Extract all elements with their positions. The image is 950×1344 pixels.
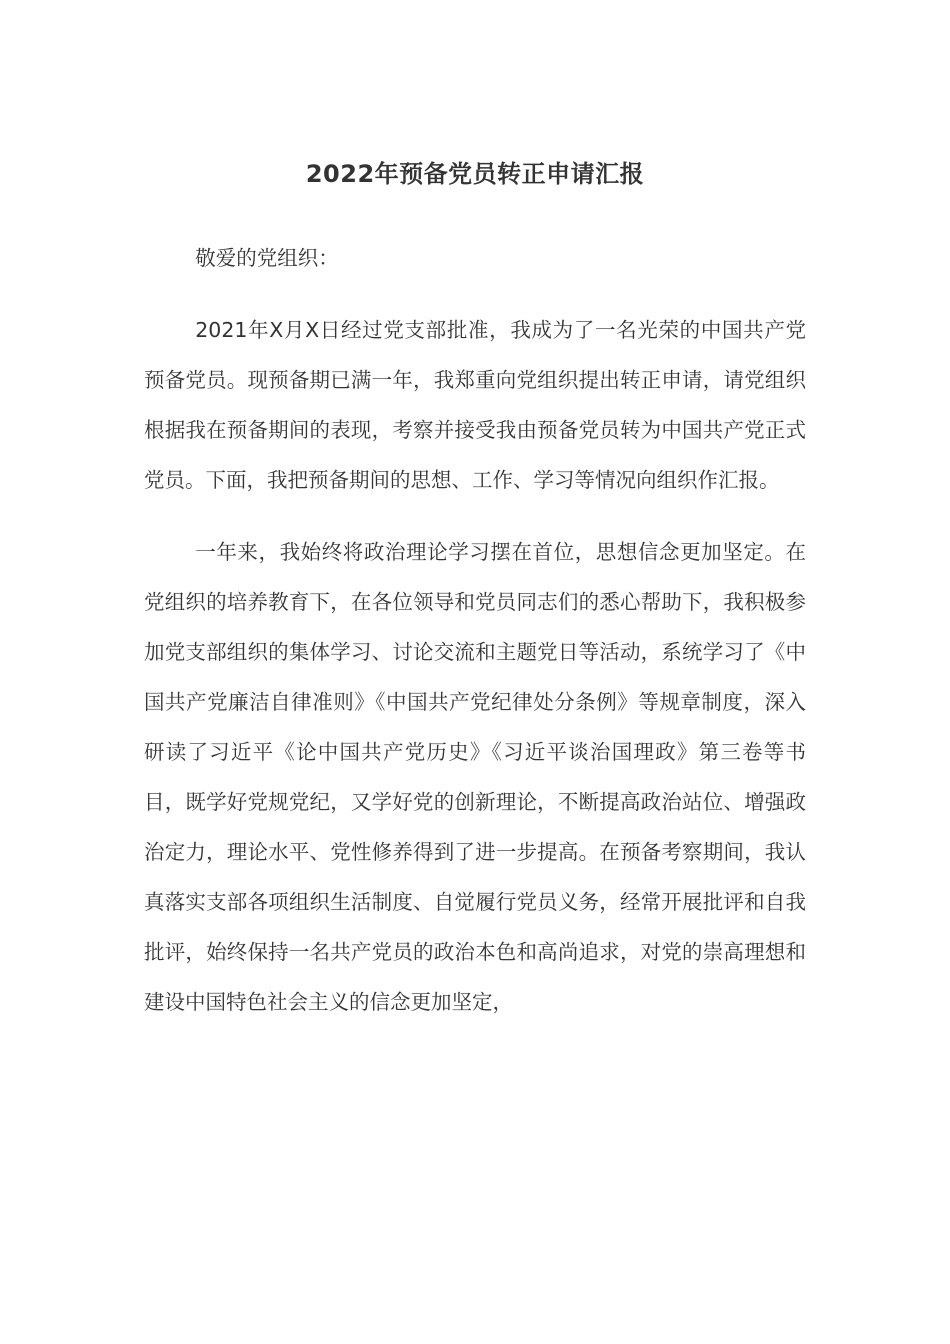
paragraph-application: 2021年X月X日经过党支部批准，我成为了一名光荣的中国共产党预备党员。现预备期已满一年，我郑重向党组织提出转正申请，请党组织根据我在预备期间的表现，考察并接受我由预备党员转为中国共产党正式党员。下面，我把预备期间的思想、工作、学习等情况向组织作汇报。 xyxy=(144,318,806,492)
paragraph-theory-study: 一年来，我始终将政治理论学习摆在首位，思想信念更加坚定。在党组织的培养教育下，在各位领导和党员同志们的悉心帮助下，我积极参加党支部组织的集体学习、讨论交流和主题党日等活动，系统学习了《中国共产党廉洁自律准则》《中国共产党纪律处分条例》等规章制度，深入研读了习近平《论中国共产党历史》《习近平谈治国理政》第三卷等书目，既学好党规党纪，又学好党的创新理论，不断提高政治站位、增强政治定力，理论水平、党性修养得到了进一步提高。在预备考察期间，我认真落实支部各项组织生活制度、自觉履行党员义务，经常开展批评和自我批评，始终保持一名共产党员的政治本色和高尚追求，对党的崇高理想和建设中国特色社会主义的信念更加坚定， xyxy=(144,540,806,1014)
salutation: 敬爱的党组织： xyxy=(195,246,339,270)
document-title: 2022年预备党员转正申请汇报 xyxy=(305,160,645,188)
document-body xyxy=(144,233,806,1027)
